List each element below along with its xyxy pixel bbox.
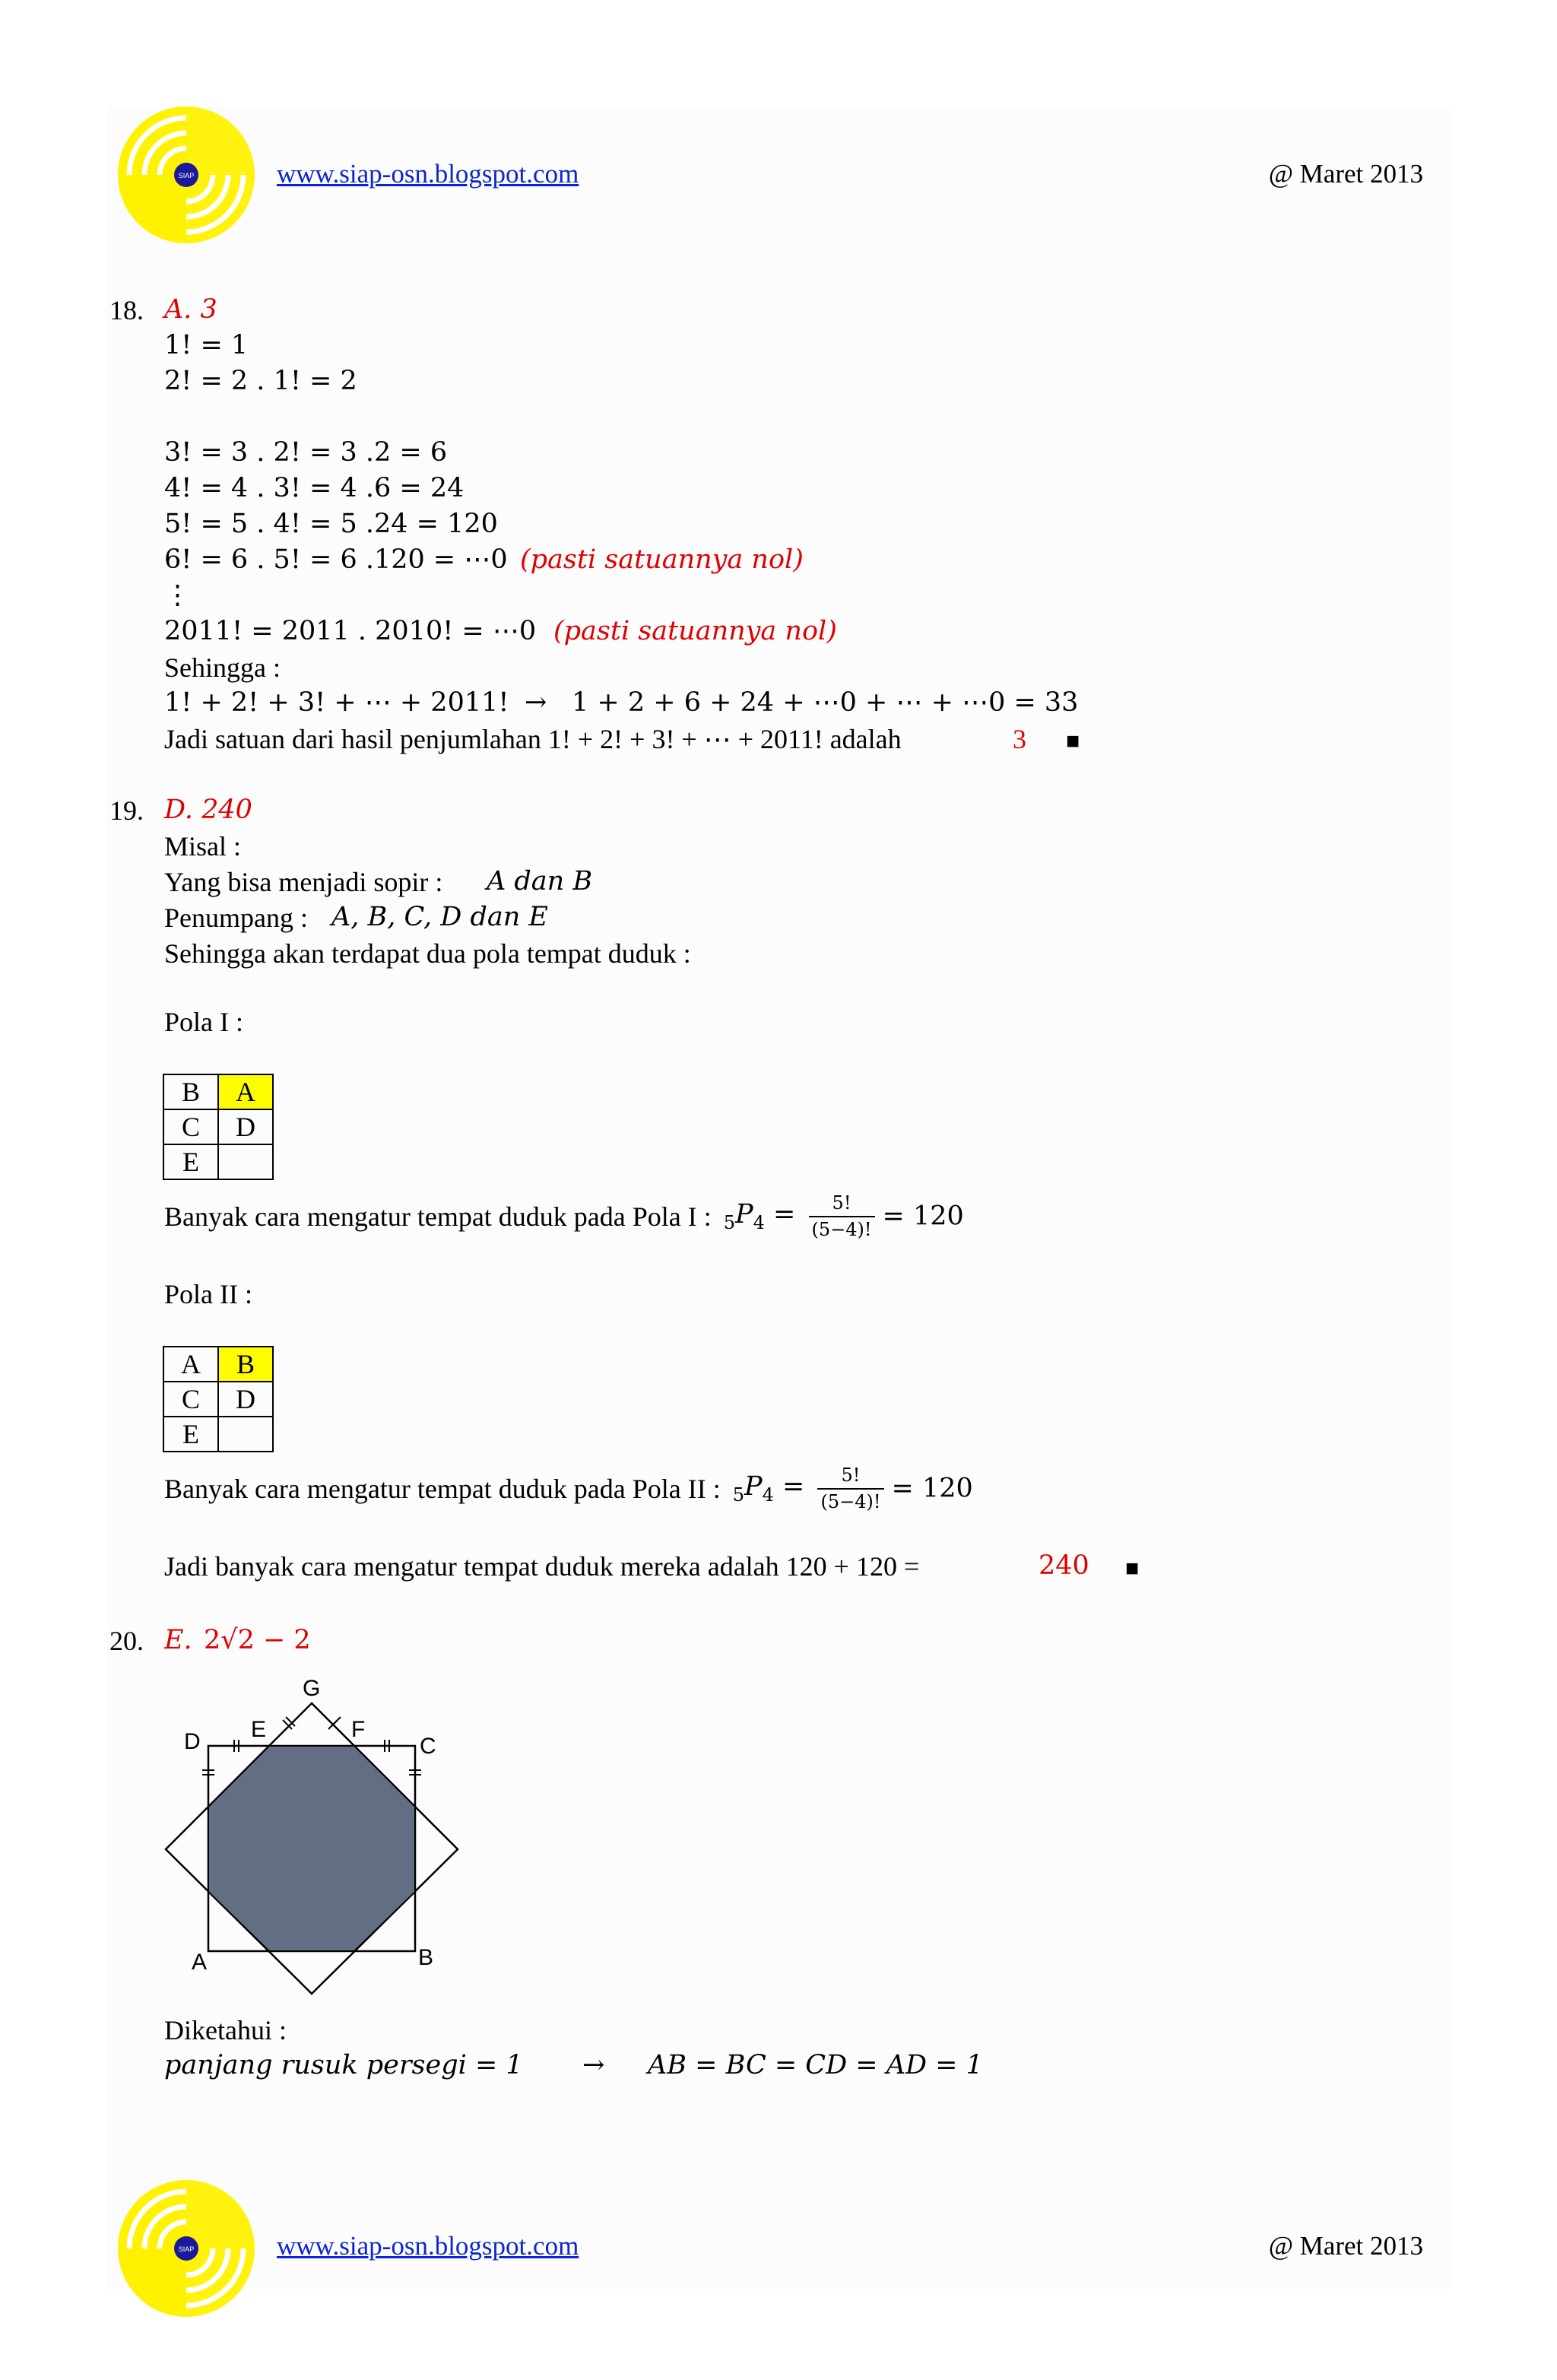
q19-sopir-value: A dan B bbox=[487, 866, 593, 896]
table-cell: D bbox=[218, 1109, 273, 1144]
q19-number: 19. bbox=[109, 795, 144, 826]
pola2-seat-table bbox=[163, 1346, 274, 1452]
site-logo bbox=[114, 103, 258, 247]
driver-seat-cell: A bbox=[218, 1074, 273, 1109]
q20-arrow: → bbox=[582, 2050, 605, 2080]
label-d: D bbox=[184, 1729, 201, 1754]
pola1-title: Pola I : bbox=[164, 1007, 243, 1037]
pola1-text: Banyak cara mengatur tempat duduk pada Pola I : bbox=[164, 1201, 712, 1232]
pola2-formula-line bbox=[164, 1464, 973, 1512]
table-cell bbox=[218, 1144, 273, 1179]
perm-n: 5 bbox=[732, 1484, 745, 1506]
table-row bbox=[163, 1347, 273, 1382]
q20-given-left: panjang rusuk persegi = 1 bbox=[164, 2050, 523, 2080]
header-site-link[interactable]: www.siap-osn.blogspot.com bbox=[277, 159, 579, 189]
q18-sehingga: Sehingga : bbox=[164, 652, 281, 683]
pola2-fraction bbox=[817, 1464, 883, 1513]
fraction-numerator: 5! bbox=[809, 1192, 875, 1217]
q18-number: 18. bbox=[109, 295, 144, 325]
q18-arrow: → bbox=[525, 687, 547, 718]
octagon-region bbox=[208, 1746, 415, 1951]
q20-given-right: AB = BC = CD = AD = 1 bbox=[648, 2050, 983, 2080]
q18-sum-left: 1! + 2! + 3! + ⋯ + 2011! bbox=[164, 687, 509, 718]
pola1-formula-line bbox=[164, 1192, 964, 1240]
table-row bbox=[163, 1417, 273, 1452]
q18-line-4: 4! = 4 . 3! = 4 .6 = 24 bbox=[164, 473, 465, 503]
q18-conclusion: Jadi satuan dari hasil penjumlahan 1! + 2! + 3! + ⋯ + 2011! adalah bbox=[164, 724, 902, 754]
footer-date: @ Maret 2013 bbox=[1268, 2231, 1423, 2261]
fraction-numerator: 5! bbox=[817, 1464, 883, 1490]
driver-seat-cell: B bbox=[218, 1347, 273, 1382]
q20-number: 20. bbox=[109, 1626, 144, 1656]
q19-conclusion: Jadi banyak cara mengatur tempat duduk mereka adalah 120 + 120 = bbox=[164, 1551, 920, 1582]
pola1-seat-table bbox=[163, 1074, 274, 1180]
perm-r: 4 bbox=[762, 1484, 774, 1506]
q18-line-3: 3! = 3 . 2! = 3 .2 = 6 bbox=[164, 437, 448, 468]
perm-symbol: P bbox=[744, 1471, 763, 1502]
footer-site-link[interactable]: www.siap-osn.blogspot.com bbox=[277, 2231, 579, 2261]
pola2-permutation bbox=[732, 1471, 813, 1506]
q20-answer-letter: E. bbox=[164, 1625, 192, 1655]
table-row bbox=[163, 1109, 273, 1144]
label-b: B bbox=[418, 1945, 434, 1970]
perm-symbol: P bbox=[735, 1198, 753, 1230]
pola2-title: Pola II : bbox=[164, 1279, 252, 1309]
pola2-text: Banyak cara mengatur tempat duduk pada Pola II : bbox=[164, 1473, 721, 1504]
q18-note-1: (pasti satuannya nol) bbox=[520, 544, 804, 575]
q19-penumpang-value: A, B, C, D dan E bbox=[331, 902, 548, 932]
q19-answer: D. 240 bbox=[164, 795, 252, 825]
octagon-figure bbox=[152, 1673, 471, 2007]
q20-diketahui: Diketahui : bbox=[164, 2015, 287, 2045]
table-cell: B bbox=[163, 1074, 218, 1109]
q18-line-5: 5! = 5 . 4! = 5 .24 = 120 bbox=[164, 509, 498, 539]
pola2-result: = 120 bbox=[891, 1473, 973, 1504]
q19-conclusion-value: 240 bbox=[1039, 1550, 1089, 1581]
table-row bbox=[163, 1382, 273, 1417]
header-date: @ Maret 2013 bbox=[1268, 159, 1423, 189]
q19-pola-intro: Sehingga akan terdapat dua pola tempat duduk : bbox=[164, 938, 691, 969]
q19-misal: Misal : bbox=[164, 831, 242, 862]
q19-penumpang-label: Penumpang : bbox=[164, 903, 308, 933]
perm-r: 4 bbox=[753, 1211, 765, 1233]
q18-line-2: 2! = 2 . 1! = 2 bbox=[164, 366, 357, 396]
q18-vdots: ⋮ bbox=[164, 580, 191, 611]
label-e: E bbox=[251, 1717, 267, 1742]
table-cell: A bbox=[163, 1347, 218, 1382]
label-c: C bbox=[420, 1734, 436, 1759]
q18-answer: A. 3 bbox=[164, 294, 217, 325]
table-cell: C bbox=[163, 1382, 218, 1417]
perm-n: 5 bbox=[723, 1211, 736, 1233]
perm-equals: = bbox=[782, 1471, 805, 1502]
footer-logo bbox=[114, 2176, 258, 2321]
q18-conclusion-value: 3 bbox=[1013, 724, 1026, 754]
table-cell: C bbox=[163, 1109, 218, 1144]
table-cell: E bbox=[163, 1417, 218, 1452]
perm-equals: = bbox=[773, 1198, 796, 1230]
q18-line-2011: 2011! = 2011 . 2010! = ⋯0 bbox=[164, 616, 537, 646]
svg-text:SIAP: SIAP bbox=[178, 172, 195, 179]
fraction-denominator: (5−4)! bbox=[811, 1218, 872, 1240]
label-f: F bbox=[351, 1717, 366, 1742]
table-cell bbox=[218, 1417, 273, 1452]
q19-sopir-label: Yang bisa menjadi sopir : bbox=[164, 867, 443, 897]
q18-qed: ■ bbox=[1066, 728, 1080, 754]
table-row bbox=[163, 1074, 273, 1109]
fraction-denominator: (5−4)! bbox=[820, 1490, 881, 1512]
q18-line-6: 6! = 6 . 5! = 6 .120 = ⋯0 bbox=[164, 544, 508, 575]
svg-text:SIAP: SIAP bbox=[178, 2245, 195, 2253]
table-cell: E bbox=[163, 1144, 218, 1179]
q20-answer-value: 2√2 − 2 bbox=[204, 1625, 311, 1655]
q18-sum-right: 1 + 2 + 6 + 24 + ⋯0 + ⋯ + ⋯0 = 33 bbox=[572, 687, 1079, 718]
label-g: G bbox=[303, 1676, 321, 1701]
q18-line-1: 1! = 1 bbox=[164, 330, 249, 360]
pola1-permutation bbox=[723, 1198, 804, 1233]
pola1-result: = 120 bbox=[882, 1201, 964, 1232]
q19-qed: ■ bbox=[1125, 1556, 1140, 1581]
table-row bbox=[163, 1144, 273, 1179]
q18-note-2: (pasti satuannya nol) bbox=[553, 616, 837, 646]
label-a: A bbox=[192, 1950, 208, 1975]
pola1-fraction bbox=[809, 1192, 875, 1241]
table-cell: D bbox=[218, 1382, 273, 1417]
